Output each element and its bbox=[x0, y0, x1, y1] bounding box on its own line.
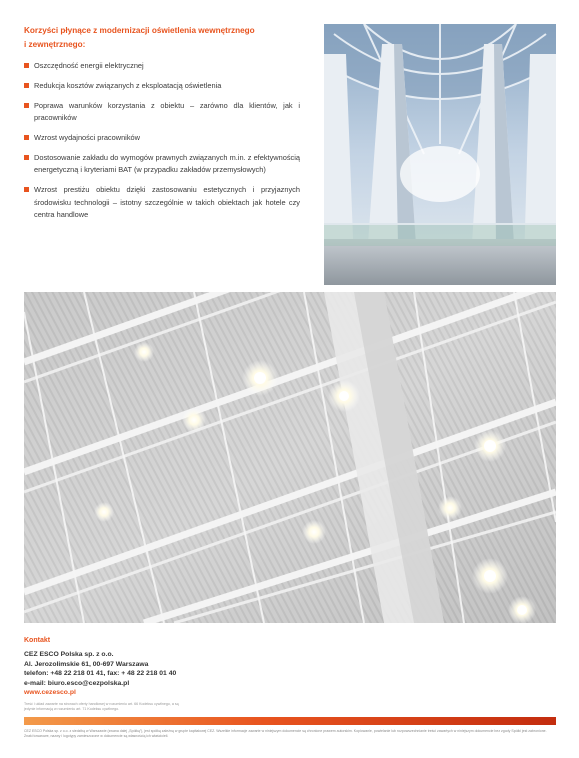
legal-notice: CEZ ESCO Polska sp. z o.o. z siedzibą w Warszawie (zwana dalej „Spółką”), jest spółką zależną w grupie kapitałowej CEZ. Wszelkie informacje zawarte w niniejszym dokumencie są chronione prawem autorskim. Kopiowanie, powielanie lub rozpowszechnianie treści zawartych w niniejszym dokumencie bez zgody Spółki jest zabronione. Znaki towarowe, nazwy i logotypy zamieszczone w dokumencie są własnością ich właścicieli. bbox=[24, 729, 547, 738]
benefit-item: Wzrost prestiżu obiektu dzięki zastosowaniu estetycznych i przyjaznych środowisku technologii – istotny szczególnie w takich obiektach jak hotele czy centra handlowe bbox=[24, 184, 300, 222]
email-address[interactable]: e-mail: biuro.esco@cezpolska.pl bbox=[24, 679, 130, 687]
square-bullet-icon bbox=[24, 103, 29, 108]
corridor-photo bbox=[324, 24, 556, 285]
company-name: CEZ ESCO Polska sp. z o.o. bbox=[24, 651, 114, 658]
heading-line-1: Korzyści płynące z modernizacji oświetlenia wewnętrznego bbox=[24, 26, 255, 35]
benefits-list bbox=[24, 60, 300, 229]
section-heading bbox=[24, 24, 294, 52]
company-address: Al. Jerozolimskie 61, 00-697 Warszawa bbox=[24, 660, 149, 668]
benefit-item: Redukcja kosztów związanych z eksploatacją oświetlenia bbox=[24, 80, 300, 93]
square-bullet-icon bbox=[24, 83, 29, 88]
square-bullet-icon bbox=[24, 63, 29, 68]
contact-block bbox=[24, 650, 176, 698]
square-bullet-icon bbox=[24, 135, 29, 140]
website-link[interactable]: www.cezesco.pl bbox=[24, 689, 76, 697]
square-bullet-icon bbox=[24, 155, 29, 160]
offer-disclaimer: Treść i układ zawarte na stronach oferty handlowej w rozumieniu art. 66 Kodeksu cywilnego, a są jedynie informacją w rozumieniu art. 71 Kodeksu cywilnego. bbox=[24, 702, 179, 711]
benefit-item: Oszczędność energii elektrycznej bbox=[24, 60, 300, 73]
contact-title: Kontakt bbox=[24, 637, 51, 644]
benefit-item: Wzrost wydajności pracowników bbox=[24, 132, 300, 145]
benefit-item: Dostosowanie zakładu do wymogów prawnych związanych m.in. z efektywnością energetyczną i kryteriami BAT (w przypadku zakładów przemysłowych) bbox=[24, 152, 300, 177]
phone-fax: telefon: +48 22 218 01 41, fax: + 48 22 218 01 40 bbox=[24, 670, 177, 678]
heading-line-2: i zewnętrznego: bbox=[24, 40, 86, 49]
hall-ceiling-photo bbox=[24, 292, 556, 623]
benefit-item: Poprawa warunków korzystania z obiektu – zarówno dla klientów, jak i pracowników bbox=[24, 100, 300, 125]
orange-gradient-bar bbox=[24, 717, 556, 725]
square-bullet-icon bbox=[24, 187, 29, 192]
